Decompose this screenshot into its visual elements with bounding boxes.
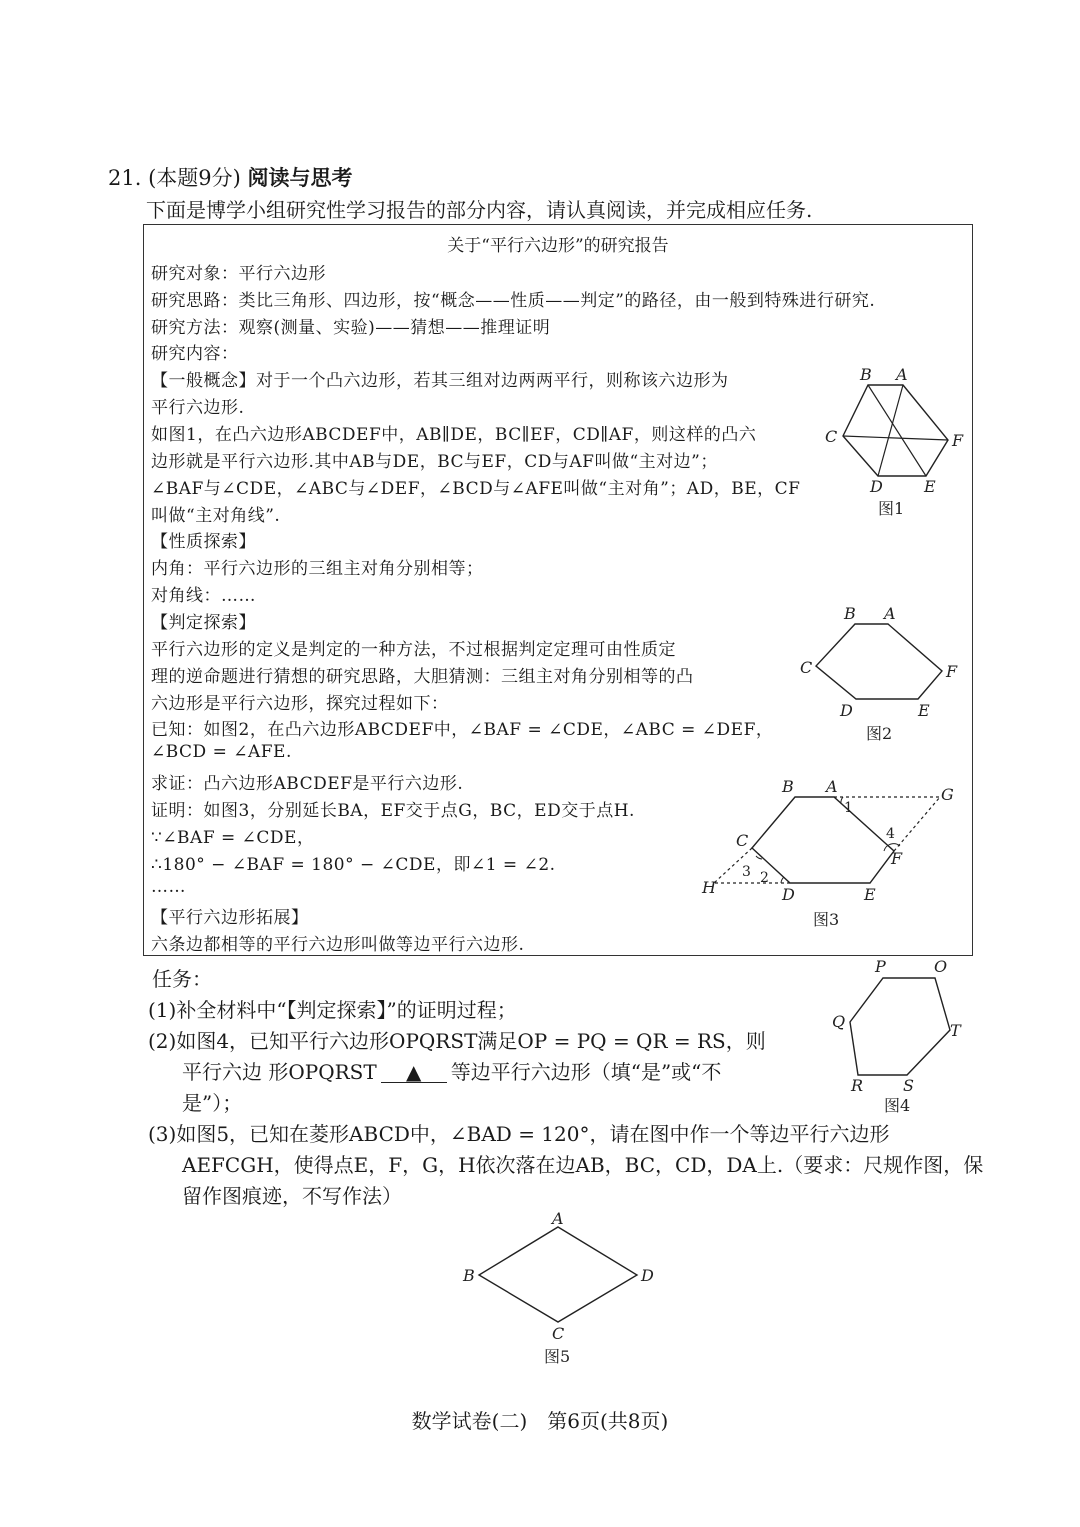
fig5-label-a: A	[552, 1209, 564, 1228]
fig1-label-f: F	[952, 431, 964, 450]
fig4-hexagon	[850, 978, 950, 1075]
fig3-caption: 图3	[813, 910, 840, 929]
task-3-line-2: AEFCGH，使得点E，F，G，H依次落在边AB，BC，CD，DA上.（要求：尺规作图，保	[182, 1153, 984, 1177]
fig5-rhombus	[479, 1227, 637, 1322]
task-2-text-post: 等边平行六边形（填“是”或“不	[450, 1060, 722, 1084]
fig1-label-d: D	[870, 477, 883, 496]
report-line: 边形就是平行六边形.其中AB与DE，BC与EF，CD与AF叫做“主对边”；	[151, 452, 718, 472]
report-line: 已知：如图2，在凸六边形ABCDEF中，∠BAF = ∠CDE，∠ABC = ∠DEF，	[151, 720, 774, 740]
report-line: 六边形是平行六边形，探究过程如下：	[151, 694, 449, 714]
fig2-label-f: F	[946, 662, 958, 681]
fig1-label-c: C	[825, 427, 838, 446]
fig2-label-b: B	[844, 604, 856, 623]
fig2-label-a: A	[884, 604, 896, 623]
question-intro: 下面是博学小组研究性学习报告的部分内容，请认真阅读，并完成相应任务.	[146, 198, 813, 222]
fig2-label-e: E	[918, 701, 930, 720]
fig1-caption: 图1	[878, 499, 905, 518]
task-1: (1)补全材料中“【判定探索】”的证明过程；	[148, 998, 517, 1022]
report-line: 研究对象：平行六边形	[151, 264, 326, 284]
figure-1	[825, 365, 964, 518]
report-line: 六条边都相等的平行六边形叫做等边平行六边形.	[151, 935, 525, 955]
report-line: 平行六边形的定义是判定的一种方法，不过根据判定定理可由性质定	[151, 640, 676, 660]
question-number: 21.	[108, 166, 142, 190]
report-line: 如图1，在凸六边形ABCDEF中，AB∥DE，BC∥EF，CD∥AF，则这样的凸六	[151, 425, 757, 445]
fig3-label-h: H	[702, 878, 716, 897]
fig1-label-b: B	[860, 365, 872, 384]
fig3-extension-eg	[894, 797, 940, 851]
task-2-line-2	[182, 1056, 721, 1085]
question-points: (本题9分)	[148, 166, 241, 190]
report-line: 【判定探索】	[151, 613, 256, 633]
fig3-label-f: F	[891, 849, 903, 868]
fig5-label-d: D	[641, 1266, 654, 1285]
fig1-label-e: E	[924, 477, 936, 496]
report-line: ∴180° − ∠BAF = 180° − ∠CDE，即∠1 = ∠2.	[151, 855, 556, 875]
fig5-label-c: C	[552, 1324, 565, 1343]
report-line: ∵∠BAF = ∠CDE，	[151, 828, 315, 848]
report-line: ∠BAF与∠CDE，∠ABC与∠DEF，∠BCD与∠AFE叫做“主对角”；AD，BE，CF	[151, 479, 801, 499]
report-line: 证明：如图3，分别延长BA，EF交于点G，BC，ED交于点H.	[151, 801, 635, 821]
report-line: 研究内容：	[151, 344, 239, 364]
fig4-label-s: S	[903, 1076, 914, 1095]
fig3-label-d: D	[782, 885, 795, 904]
fig3-label-b: B	[782, 777, 794, 796]
report-line: 求证：凸六边形ABCDEF是平行六边形.	[151, 774, 464, 794]
figure-5	[462, 1209, 654, 1366]
report-line: 【一般概念】对于一个凸六边形，若其三组对边两两平行，则称该六边形为	[151, 371, 729, 391]
fig3-angle2-label: 2	[760, 870, 769, 886]
figure-2	[800, 604, 958, 743]
figure-4	[832, 957, 962, 1115]
fig3-label-e: E	[864, 885, 876, 904]
report-line: ∠BCD = ∠AFE.	[151, 742, 292, 762]
fig2-label-d: D	[840, 701, 853, 720]
task-2-text-pre: 平行六边 形OPQRST	[182, 1060, 377, 1084]
fig4-label-p: P	[875, 957, 886, 976]
report-line: 理的逆命题进行猜想的研究思路，大胆猜测：三组主对角分别相等的凸	[151, 667, 694, 687]
fig4-label-q: Q	[832, 1012, 846, 1031]
fig3-label-c: C	[736, 831, 749, 850]
fig1-label-a: A	[896, 365, 908, 384]
page-footer: 数学试卷(二) 第6页(共8页)	[411, 1409, 669, 1433]
report-line: 【性质探索】	[151, 532, 256, 552]
fig3-angle2-arc	[781, 877, 784, 883]
fig4-caption: 图4	[884, 1096, 911, 1115]
fig5-caption: 图5	[544, 1347, 571, 1366]
fig1-hexagon	[843, 385, 948, 476]
report-line: 研究思路：类比三角形、四边形，按“概念——性质——判定”的路径，由一般到特殊进行研究.	[151, 291, 876, 311]
report-line: 内角：平行六边形的三组主对角分别相等；	[151, 559, 484, 579]
fig3-angle1-arc	[841, 797, 843, 804]
fig3-angle1-label: 1	[844, 800, 853, 816]
fig1-diagonal-ad	[878, 385, 903, 476]
report-line: 叫做“主对角线”.	[151, 506, 281, 526]
fig5-label-b: B	[463, 1266, 475, 1285]
task-3-line-3: 留作图痕迹，不写作法）	[182, 1184, 402, 1208]
fig3-hexagon	[752, 797, 894, 883]
fig3-angle4-label: 4	[886, 826, 895, 842]
fig2-hexagon	[816, 624, 942, 699]
answer-blank[interactable]: ▲	[381, 1062, 447, 1083]
fig3-label-g: G	[941, 785, 954, 804]
report-line: 【平行六边形拓展】	[151, 908, 309, 928]
task-3-line-1: (3)如图5，已知在菱形ABCD中，∠BAD = 120°，请在图中作一个等边平行六边形	[148, 1122, 890, 1146]
report-line: 对角线：……	[151, 586, 256, 606]
task-2-line-3: 是”）；	[182, 1091, 243, 1115]
question-title: 阅读与思考	[247, 165, 353, 190]
report-line: 研究方法：观察(测量、实验)——猜想——推理证明	[151, 318, 551, 338]
task-2-line-1: (2)如图4，已知平行六边形OPQRST满足OP = PQ = QR = RS，则	[148, 1029, 766, 1053]
report-title: 关于“平行六边形”的研究报告	[447, 236, 669, 256]
fig3-angle3-label: 3	[742, 864, 751, 880]
fig4-label-o: O	[934, 957, 948, 976]
fig4-label-t: T	[950, 1021, 961, 1040]
fig2-label-c: C	[800, 658, 813, 677]
fig3-label-a: A	[826, 777, 838, 796]
fig2-caption: 图2	[866, 724, 893, 743]
fig1-diagonal-be	[868, 385, 926, 476]
fig1-diagonal-cf	[843, 436, 948, 440]
fig4-label-r: R	[851, 1076, 864, 1095]
figure-3	[701, 777, 954, 929]
report-line: ……	[151, 877, 186, 897]
report-line: 平行六边形.	[151, 398, 245, 418]
tasks-heading: 任务：	[152, 967, 212, 991]
